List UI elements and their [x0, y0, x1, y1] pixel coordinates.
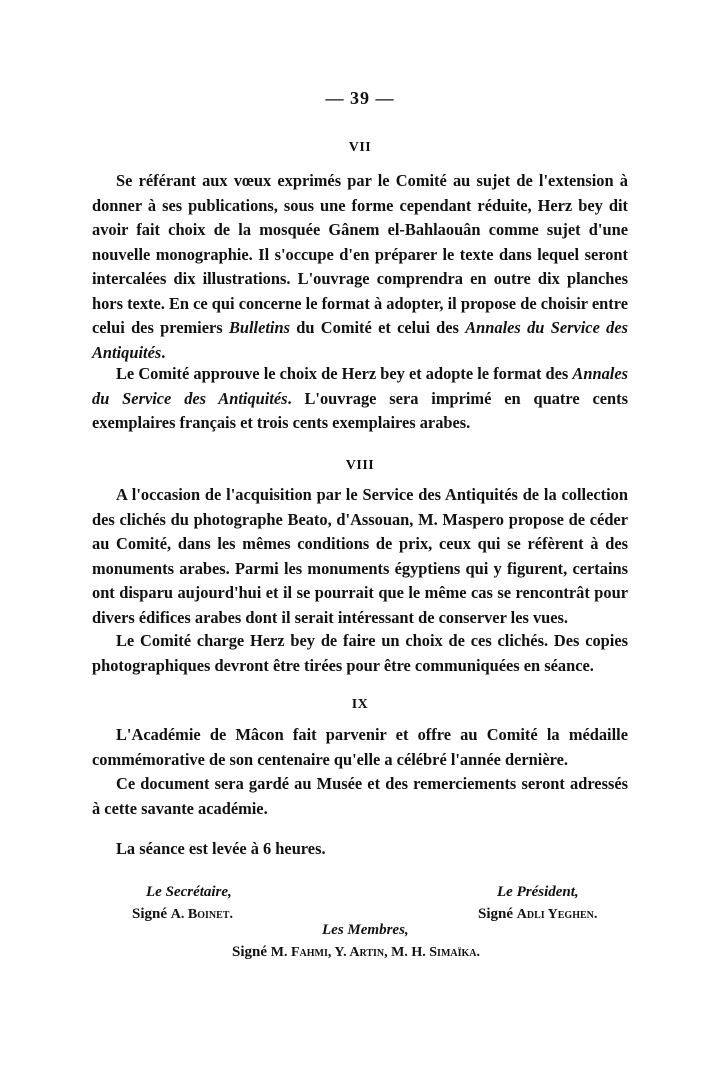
president-name: Adli Yeghen. — [516, 907, 598, 922]
text-run: Se référant aux vœux exprimés par le Comité au sujet de l'extension à donner à ses publications, sous une forme cependant réduite, Herz bey dit avoir fait choix de la mosquée Gânem el-Bahlaouân comme sujet d'une nouvelle monographie. Il s'occupe d'en préparer le texte dans lequel seront intercalées dix illustrations. L'ouvrage comprendra en outre dix planches hors texte. En ce qui concerne le format à adopter, il propose de choisir entre celui des premiers — [92, 171, 628, 337]
text-run: Le Comité approuve le choix de Herz bey et adopte le format des — [116, 364, 573, 383]
text-run: A l'occasion de l'acquisition par le Service des Antiquités de la collection des clichés du photographe Beato, d'Assouan, M. Maspero propose de céder au Comité, dans les mêmes conditions de prix, ceux qui se réfèrent à des monuments arabes. Parmi les monuments égyptiens qui y figurent, certains ont disparu aujourd'hui et il se pourrait que le même cas se rencontrât pour divers édifices arabes dont il serait intéressant de conserver les vues. — [92, 485, 628, 627]
signed-word: Signé — [232, 944, 268, 960]
president-title: Le Président, — [497, 884, 579, 900]
text-run: Ce document sera gardé au Musée et des remerciements seront adressés à cette savante académie. — [92, 774, 628, 818]
section-heading-vii: VII — [348, 140, 372, 155]
signed-word: Signé — [132, 906, 168, 922]
closing-line — [92, 837, 628, 862]
section-heading-ix: IX — [351, 697, 369, 712]
section-viii-paragraph-2 — [92, 629, 628, 678]
italic-title-annales: Annales du Service des Antiquités — [92, 318, 628, 362]
members-title: Les Membres, — [322, 922, 409, 938]
text-run: L'Académie de Mâcon fait parvenir et offre au Comité la médaille commémorative de son centenaire qu'elle a célébré l'année dernière. — [92, 725, 628, 769]
members-names: M. Fahmi, Y. Artin, M. H. Simaïka. — [270, 945, 480, 960]
secretary-name: A. Boinet. — [170, 907, 233, 922]
members-signature — [232, 944, 480, 961]
text-run: Le Comité charge Herz bey de faire un choix de ces clichés. Des copies photographiques devront être tirées pour être communiquées en séance. — [92, 631, 628, 675]
section-viii-paragraph-1 — [92, 483, 628, 630]
text-run: du Comité et celui des — [289, 318, 466, 337]
page-number: — 39 — — [325, 88, 395, 108]
signed-word: Signé — [478, 906, 514, 922]
italic-title-bulletins: Bulletins — [228, 318, 290, 337]
secretary-title: Le Secrétaire, — [146, 884, 232, 900]
section-ix-paragraph-1 — [92, 723, 628, 772]
section-heading-viii: VIII — [345, 458, 375, 473]
president-signature — [478, 906, 597, 923]
section-vii-paragraph-1 — [92, 169, 628, 365]
section-ix-paragraph-2 — [92, 772, 628, 821]
section-vii-paragraph-2 — [92, 362, 628, 436]
text-run: . L'ouvrage sera imprimé en quatre cents exemplaires français et trois cents exemplaires arabes. — [92, 388, 628, 432]
secretary-signature — [132, 906, 233, 923]
text-run: La séance est levée à 6 heures. — [116, 839, 326, 858]
italic-title-annales: Annales du Service des Antiquités — [92, 364, 628, 408]
text-run: . — [161, 342, 166, 362]
